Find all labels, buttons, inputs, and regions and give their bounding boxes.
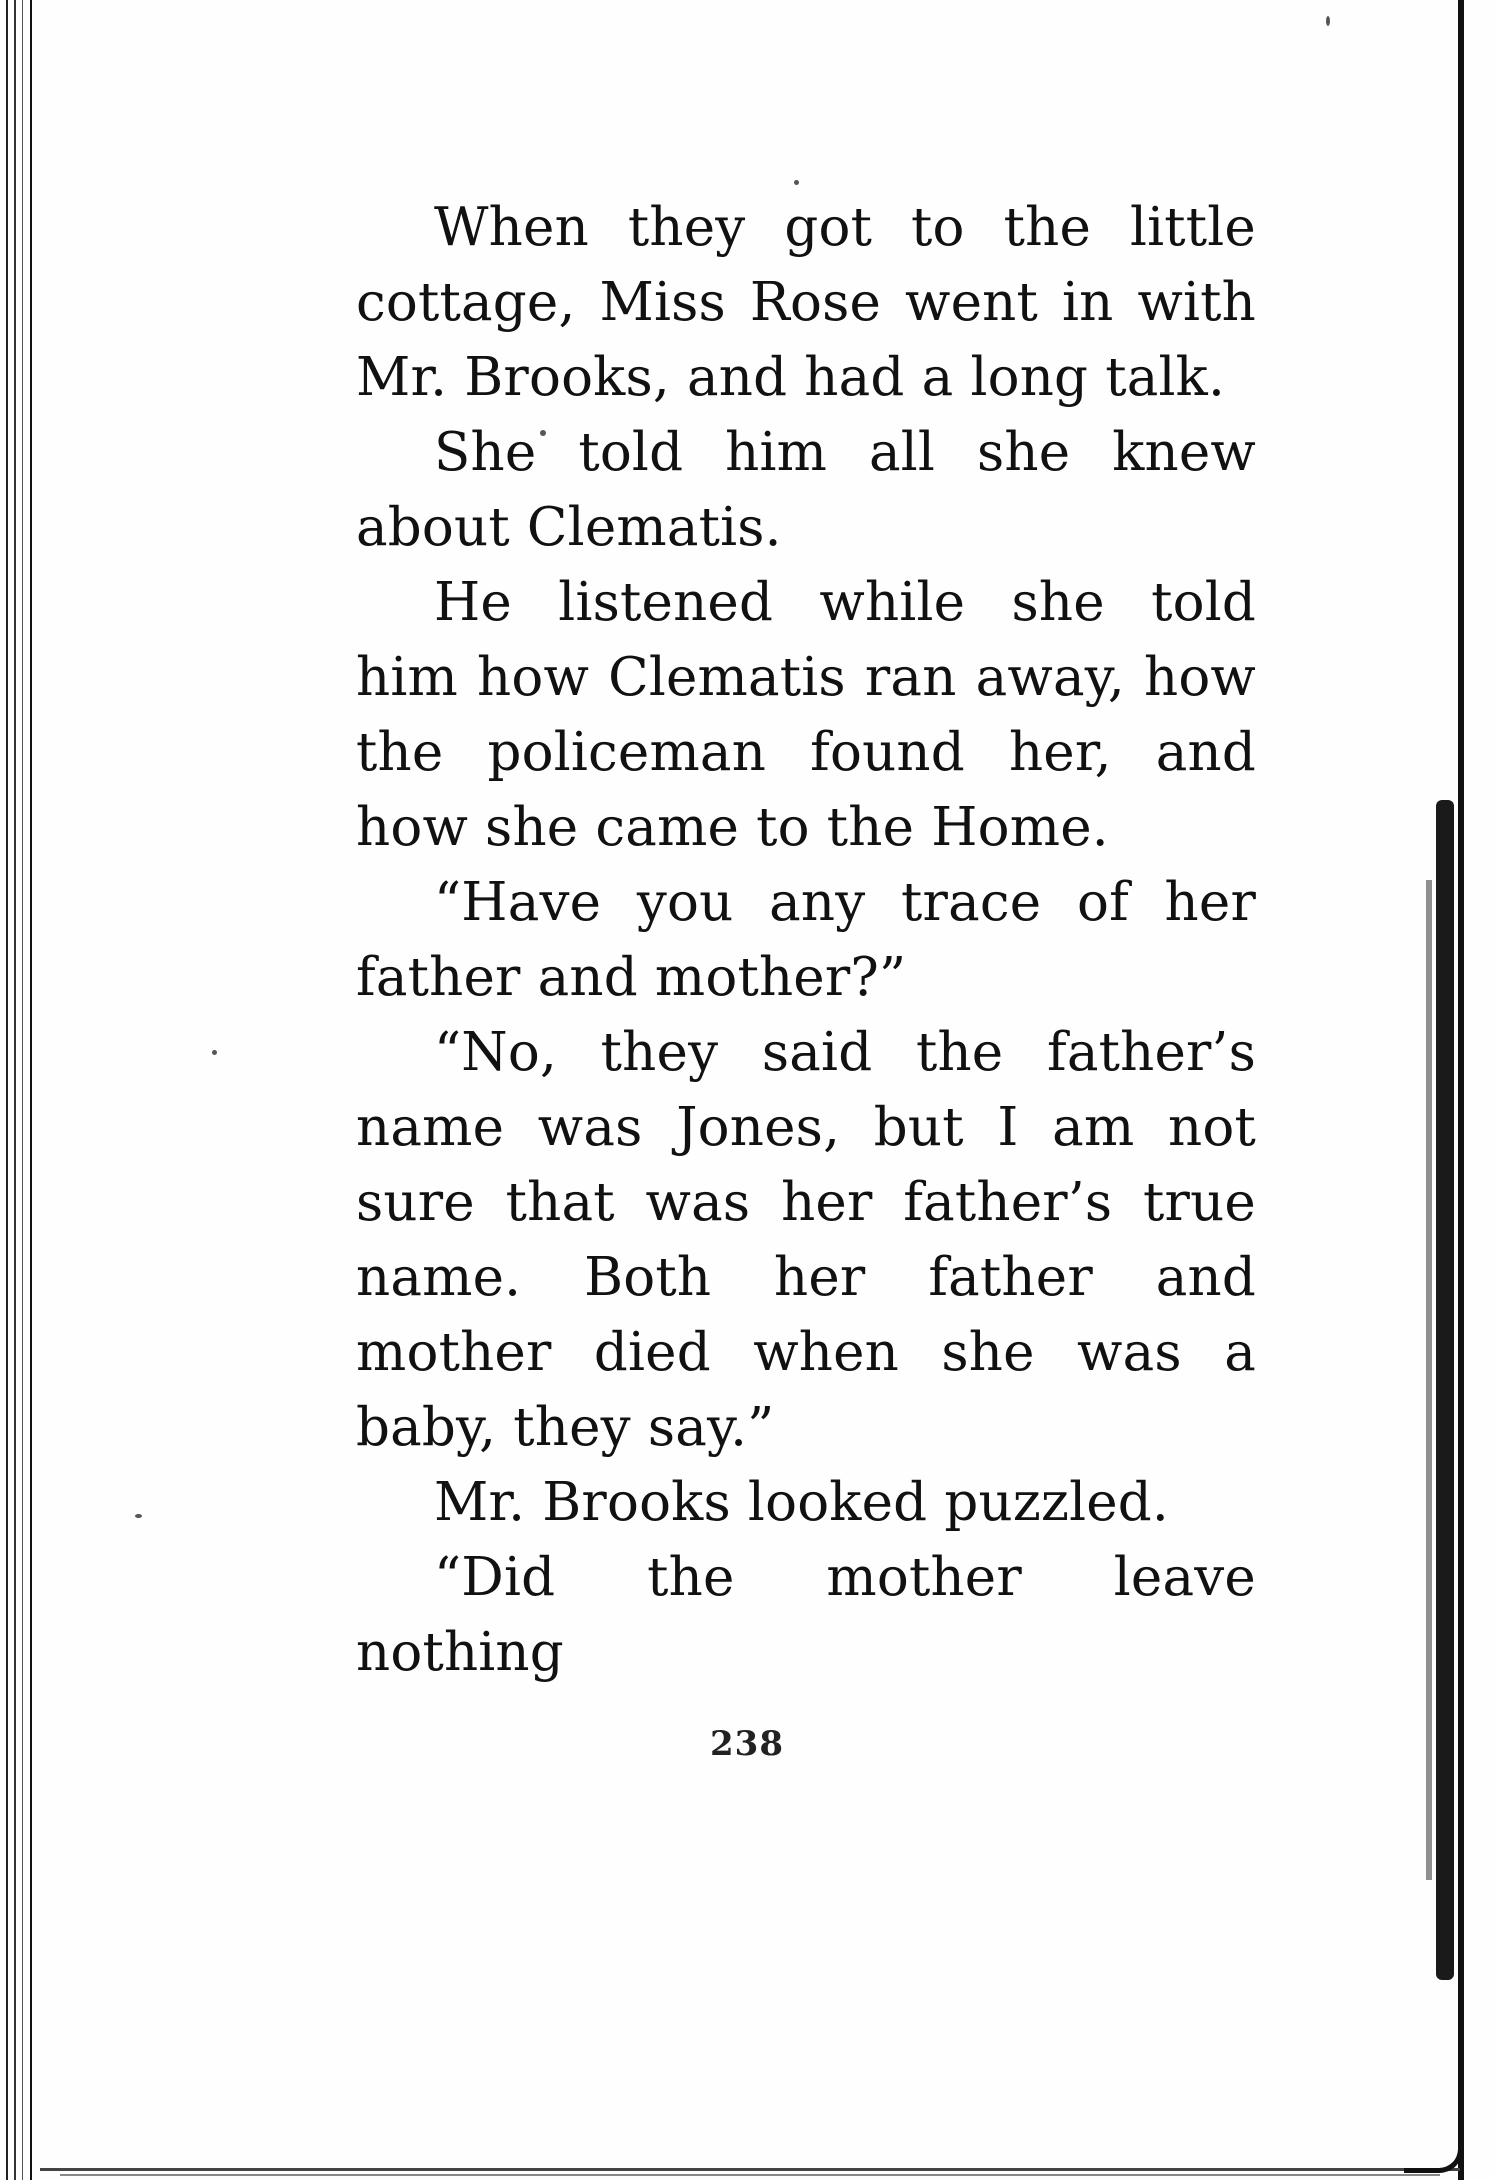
scan-speck (135, 1514, 142, 1518)
paragraph: He listened while she told him how Clematis ran away, how the policeman found her, and how she came to the Home. (356, 572, 1256, 858)
scan-edge-left (14, 0, 16, 2180)
paragraph: She told him all she knew about Clematis. (356, 422, 1256, 558)
scan-edge-left (22, 0, 23, 2180)
paragraph: “Have you any trace of her father and mother?” (356, 872, 1256, 1008)
scan-edge-left (6, 0, 8, 2180)
paragraph: Mr. Brooks looked puzzled. (434, 1472, 1169, 1533)
scan-edge-bottom (60, 2174, 1440, 2176)
scan-speck (794, 180, 799, 185)
scan-edge-bottom (40, 2168, 1460, 2171)
scan-edge-left (30, 0, 32, 2180)
scan-edge-right (1458, 0, 1464, 2180)
paragraph: “Did the mother leave nothing (356, 1547, 1256, 1683)
scan-speck (212, 1050, 217, 1055)
paragraph: When they got to the little cottage, Miss Rose went in with Mr. Brooks, and had a long talk. (356, 197, 1256, 408)
scan-shadow-right (1436, 800, 1454, 1980)
paragraph: “No, they said the father’s name was Jones, but I am not sure that was her father’s true name. Both her father and mother died when she was a baby, they say.” (356, 1022, 1256, 1458)
page-number: 238 (710, 1724, 784, 1764)
scan-speck (1326, 16, 1330, 26)
body-text (356, 190, 1256, 1690)
